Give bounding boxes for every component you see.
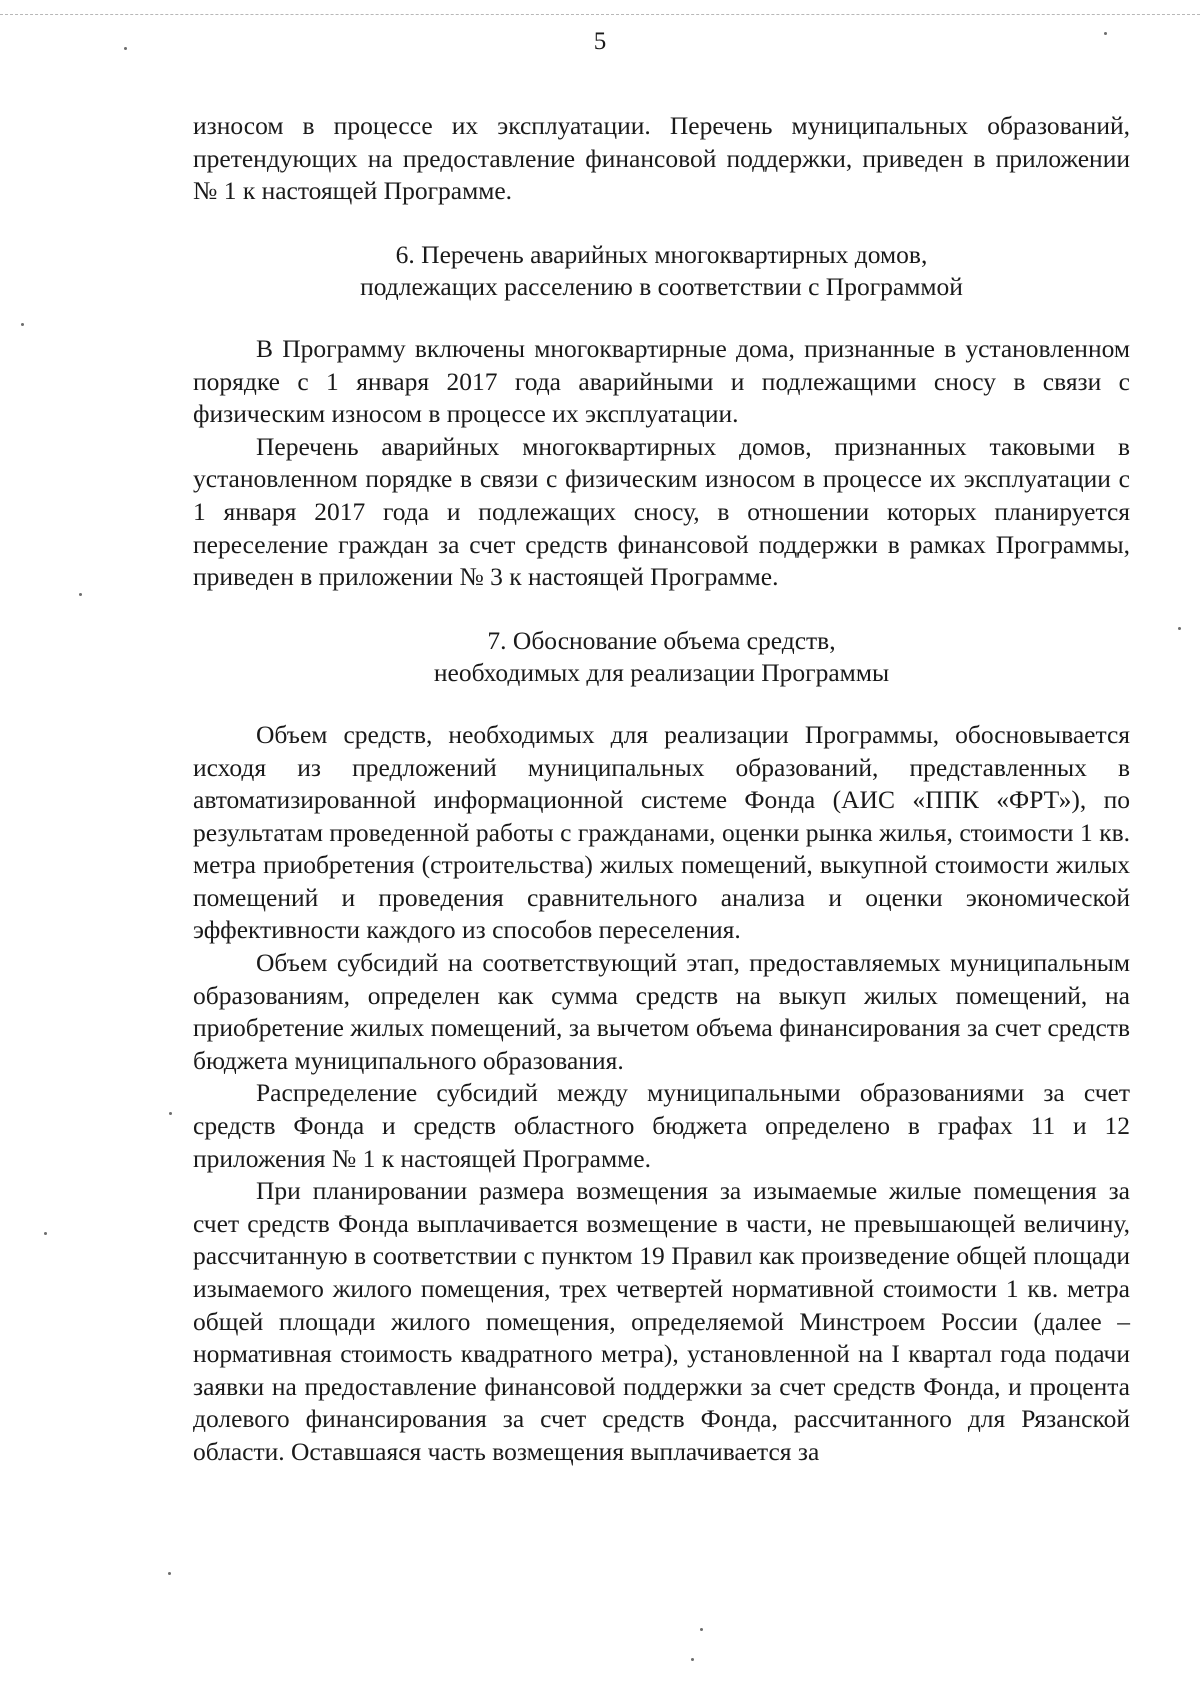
scan-speck <box>44 1232 47 1235</box>
scan-speck <box>1178 627 1181 630</box>
section-6-paragraph: В Программу включены многоквартирные дома, признанные в установленном порядке с 1 января 2017 года аварийными и подлежащими сносу в связи с физическим износом в процессе их эксплуатации. <box>193 333 1130 429</box>
scan-edge-line <box>0 14 1200 15</box>
document-body <box>193 110 1130 1469</box>
section-7-heading <box>193 625 1130 690</box>
section-7-heading-line-2: необходимых для реализации Программы <box>433 658 890 688</box>
intro-paragraph: износом в процессе их эксплуатации. Перечень муниципальных образований, претендующих на предоставление финансовой поддержки, приведен в приложении № 1 к настоящей Программе. <box>193 111 1130 206</box>
section-7-heading-line-1: 7. Обоснование объема средств, <box>487 625 836 655</box>
scan-speck <box>169 1112 172 1115</box>
scan-speck <box>168 1572 171 1575</box>
section-7-paragraph: Распределение субсидий между муниципальными образованиями за счет средств Фонда и средств областного бюджета определено в графах 11 и 12 приложения № 1 к настоящей Программе. <box>193 1078 1130 1173</box>
section-6-heading-line-2: подлежащих расселению в соответствии с Программой <box>360 272 963 302</box>
scan-speck <box>79 593 82 596</box>
section-6-paragraph: Перечень аварийных многоквартирных домов, признанных таковыми в установленном порядке в связи с физическим износом в процессе их эксплуатации с 1 января 2017 года и подлежащих сносу, в отношении которых планируется переселение граждан за счет средств финансовой поддержки в рамках Программы, приведен в приложении № 3 к настоящей Программе. <box>193 431 1130 592</box>
section-6-heading <box>193 239 1130 304</box>
scan-speck <box>691 1658 694 1661</box>
page-number: 5 <box>593 28 607 55</box>
scan-speck <box>1104 32 1107 35</box>
scan-speck <box>700 1628 703 1631</box>
section-7-paragraph: Объем субсидий на соответствующий этап, предоставляемых муниципальным образованиям, определен как сумма средств на выкуп жилых помещений, на приобретение жилых помещений, за вычетом объема финансирования за счет средств бюджета муниципального образования. <box>193 948 1130 1075</box>
section-6-heading-line-1: 6. Перечень аварийных многоквартирных домов, <box>395 239 928 269</box>
scan-speck <box>21 323 24 326</box>
section-7-paragraph: При планировании размера возмещения за изымаемые жилые помещения за счет средств Фонда выплачивается возмещение в части, не превышающей величину, рассчитанную в соответствии с пунктом 19 Правил как произведение общей площади изымаемого жилого помещения, трех четвертей нормативной стоимости 1 кв. метра общей площади жилого помещения, определяемой Минстроем России (далее – нормативная стоимость квадратного метра), установленной на I квартал года подачи заявки на предоставление финансовой поддержки за счет средств Фонда, и процента долевого финансирования за счет средств Фонда, рассчитанного для Рязанской области. Оставшаяся часть возмещения выплачивается за <box>193 1176 1130 1466</box>
section-7-paragraph: Объем средств, необходимых для реализации Программы, обосновывается исходя из предложений муниципальных образований, представленных в автоматизированной информационной системе Фонда (АИС «ППК «ФРТ»), по результатам проведенной работы с гражданами, оценки рынка жилья, стоимости 1 кв. метра приобретения (строительства) жилых помещений, выкупной стоимости жилых помещений и проведения сравнительного анализа и оценки экономической эффективности каждого из способов переселения. <box>193 719 1130 945</box>
scan-speck <box>124 47 127 50</box>
